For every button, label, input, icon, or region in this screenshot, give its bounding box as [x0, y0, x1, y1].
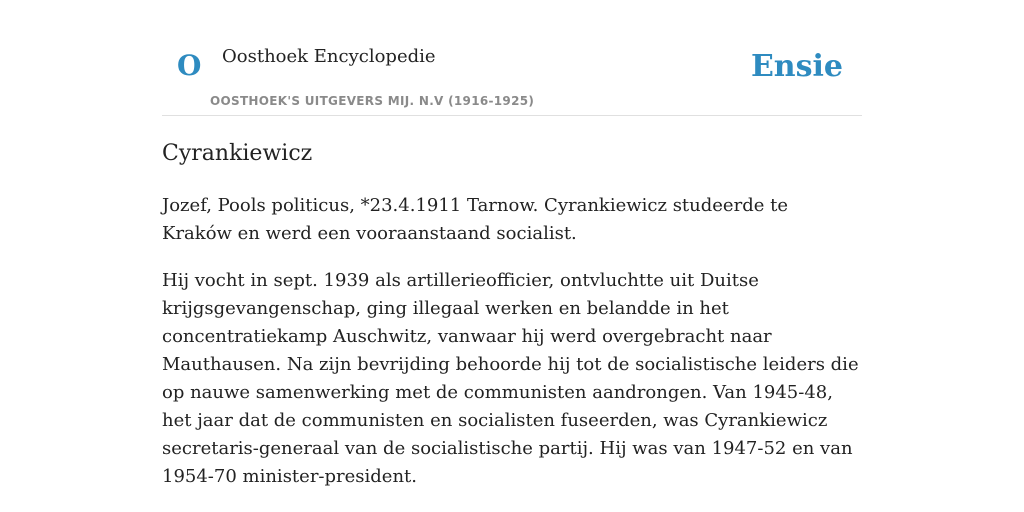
content-container [162, 0, 862, 487]
entry-body [162, 192, 862, 510]
entry-title: Cyrankiewicz [162, 141, 313, 166]
source-subtitle: OOSTHOEK'S UITGEVERS MIJ. N.V (1916-1925) [210, 94, 535, 108]
source-title-link[interactable]: Oosthoek Encyclopedie [222, 46, 436, 67]
entry-paragraph: Hij vocht in sept. 1939 als artillerieofficier, ontvluchtte uit Duitse krijgsgevangenschap, ging illegaal werken en belandde in het concentratiekamp Auschwitz, vanwaar hij werd overgebracht naar Mauthausen. Na zijn bevrijding behoorde hij tot de socialistische leiders die op nauwe samenwerking met de communisten aandrongen. Van 1945-48, het jaar dat de communisten en socialisten fuseerden, was Cyrankiewicz secretaris-generaal van de socialistische partij. Hij was van 1947-52 en van 1954-70 minister-president. [162, 270, 859, 487]
entry-paragraph: Jozef, Pools politicus, *23.4.1911 Tarnow. Cyrankiewicz studeerde te Kraków en werd een vooraanstaand socialist. [162, 195, 788, 244]
source-logo-icon[interactable]: O [177, 49, 202, 82]
source-header [162, 0, 862, 116]
brand-logo-link[interactable]: Ensie [750, 49, 843, 84]
